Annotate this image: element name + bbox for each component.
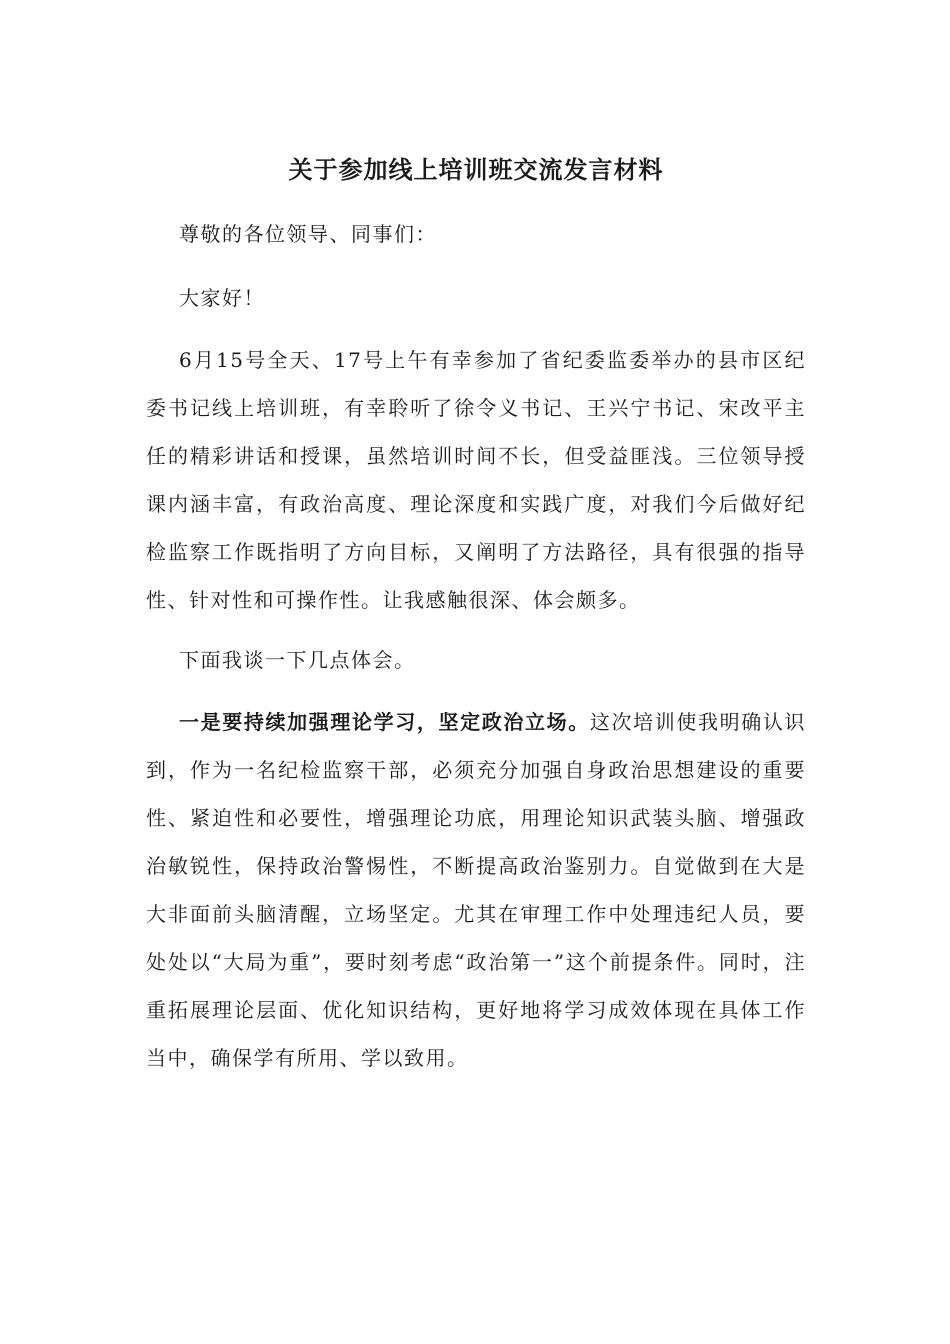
document-title: 关于参加线上培训班交流发言材料 (288, 155, 664, 184)
paragraph-point-one (146, 698, 806, 1082)
salutation: 尊敬的各位领导、同事们： (179, 222, 437, 246)
document-body (146, 150, 806, 1090)
greeting: 大家好！ (179, 286, 265, 310)
point-one-heading: 一是要持续加强理论学习，坚定政治立场。 (179, 710, 590, 734)
point-one-body: 这次培训使我明确认识到，作为一名纪检监察干部，必须充分加强自身政治思想建设的重要性、紧迫性和必要性，增强理论功底，用理论知识武装头脑、增强政治敏锐性，保持政治警惕性，不断提高政治鉴别力。自觉做到在大是大非面前头脑清醒，立场坚定。尤其在审理工作中处理违纪人员，要处处以“大局为重”，要时刻考虑“政治第一”这个前提条件。同时，注重拓展理论层面、优化知识结构，更好地将学习成效体现在具体工作当中，确保学有所用、学以致用。 (146, 710, 806, 1070)
paragraph-training-summary: 6月15号全天、17号上午有幸参加了省纪委监委举办的县市区纪委书记线上培训班，有幸聆听了徐令义书记、王兴宁书记、宋改平主任的精彩讲话和授课，虽然培训时间不长，但受益匪浅。三位领导授课内涵丰富，有政治高度、理论深度和实践广度，对我们今后做好纪检监察工作既指明了方向目标，又阐明了方法路径，具有很强的指导性、针对性和可操作性。让我感触很深、体会颇多。 (146, 348, 806, 612)
paragraph-intro: 下面我谈一下几点体会。 (179, 648, 416, 672)
